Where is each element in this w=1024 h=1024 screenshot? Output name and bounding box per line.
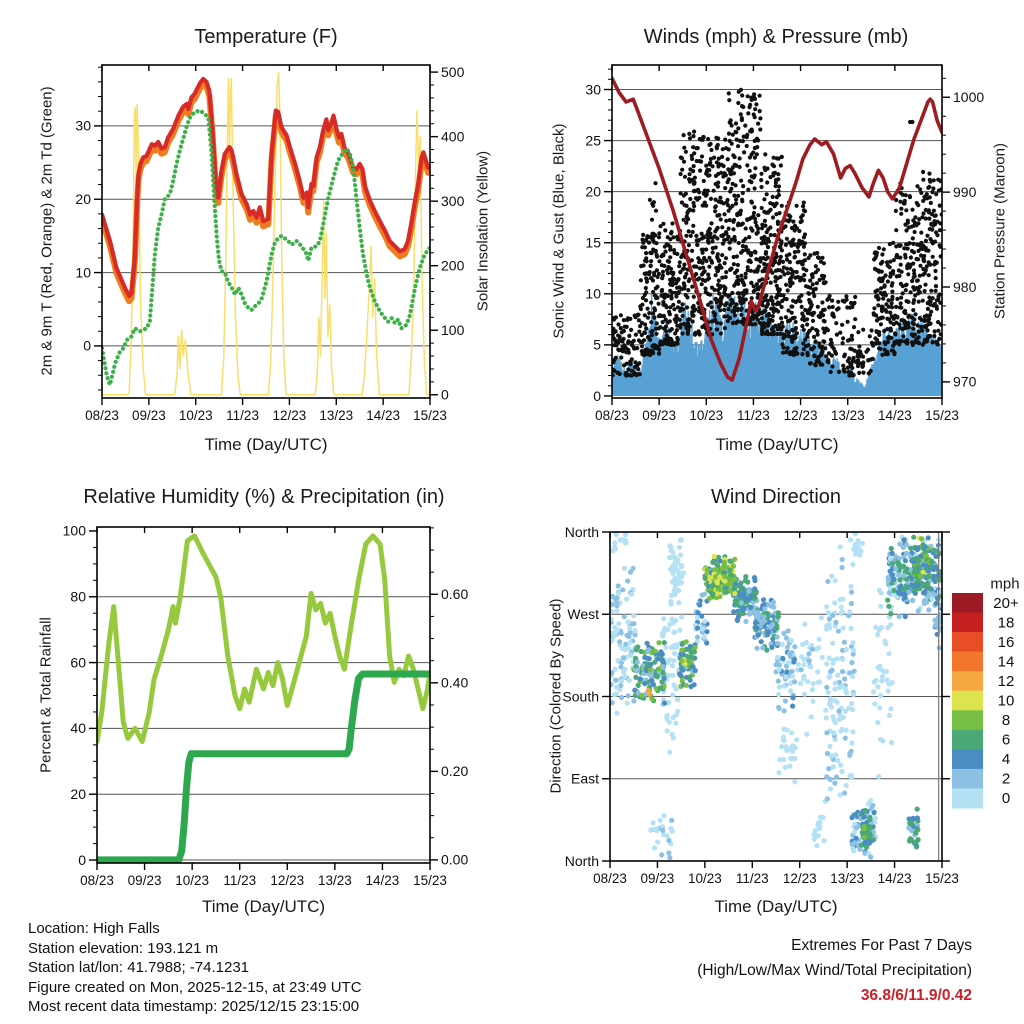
svg-text:08/23: 08/23: [85, 408, 119, 423]
colorbar-title-mph: mph: [990, 575, 1020, 593]
extremes-block: [697, 933, 972, 1008]
svg-text:12/23: 12/23: [783, 408, 818, 423]
svg-text:100: 100: [441, 322, 465, 339]
svg-text:14/23: 14/23: [366, 408, 401, 423]
footer-elevation: Station elevation: 193.121 m: [28, 939, 219, 957]
svg-text:09/23: 09/23: [131, 408, 166, 423]
svg-text:0: 0: [441, 386, 449, 403]
y-axis-label-solar-right: Solar Insolation (Yellow): [474, 150, 492, 312]
svg-text:0.20: 0.20: [441, 763, 469, 780]
svg-text:15/23: 15/23: [925, 408, 959, 423]
extremes-values: 36.8/6/11.9/0.42: [860, 987, 972, 1004]
svg-text:09/23: 09/23: [642, 408, 677, 423]
svg-text:0: 0: [1001, 790, 1011, 808]
svg-text:15/23: 15/23: [925, 871, 959, 886]
panel-title-wind-direction: Wind Direction: [710, 486, 842, 508]
svg-text:10/23: 10/23: [689, 408, 724, 423]
svg-text:20: 20: [75, 191, 91, 208]
svg-text:13/23: 13/23: [319, 408, 354, 423]
svg-text:10: 10: [585, 285, 601, 302]
svg-text:08/23: 08/23: [593, 871, 627, 886]
svg-text:20+: 20+: [993, 594, 1019, 612]
panel-winds_pressure: [585, 65, 984, 423]
svg-text:990: 990: [953, 183, 977, 200]
svg-text:80: 80: [70, 588, 86, 605]
svg-text:09/23: 09/23: [640, 871, 675, 886]
speed-colorbar: [952, 593, 1019, 809]
svg-text:12: 12: [997, 672, 1015, 690]
svg-text:North: North: [564, 852, 599, 869]
svg-text:16: 16: [997, 633, 1015, 651]
svg-text:10: 10: [75, 264, 91, 281]
y-axis-label-wind-left: Sonic Wind & Gust (Blue, Black): [550, 123, 568, 339]
svg-text:2: 2: [1001, 770, 1011, 788]
svg-text:12/23: 12/23: [270, 873, 305, 888]
footer-timestamp: Most recent data timestamp: 2025/12/15 23:15:00: [28, 998, 360, 1015]
svg-text:10: 10: [997, 692, 1015, 710]
panel-temperature: [75, 64, 464, 423]
x-axis-title-wind-direction: Time (Day/UTC): [714, 897, 838, 916]
svg-text:20: 20: [585, 183, 601, 200]
svg-text:5: 5: [593, 336, 601, 353]
svg-text:13/23: 13/23: [830, 871, 865, 886]
footer-latlon: Station lat/lon: 41.7988; -74.1231: [28, 959, 250, 976]
svg-text:25: 25: [585, 132, 601, 149]
svg-text:300: 300: [441, 192, 465, 209]
svg-text:40: 40: [70, 720, 86, 737]
y-axis-label-pressure-right: Station Pressure (Maroon): [991, 143, 1009, 319]
svg-text:15: 15: [585, 234, 601, 251]
svg-text:14/23: 14/23: [877, 408, 912, 423]
footer-created: Figure created on Mon, 2025-12-15, at 23:49 UTC: [28, 978, 362, 996]
svg-text:0.00: 0.00: [441, 851, 469, 868]
x-axis-title-winds: Time (Day/UTC): [715, 435, 839, 454]
svg-text:200: 200: [441, 257, 465, 274]
svg-text:15/23: 15/23: [413, 873, 447, 888]
x-axis-title-humidity: Time (Day/UTC): [201, 897, 326, 916]
x-axis-title-temperature: Time (Day/UTC): [204, 435, 328, 454]
svg-text:8: 8: [1001, 712, 1011, 730]
svg-text:0.40: 0.40: [441, 674, 469, 691]
svg-text:0: 0: [83, 337, 91, 354]
svg-text:14/23: 14/23: [877, 871, 912, 886]
extremes-title: Extremes For Past 7 Days: [791, 937, 972, 954]
svg-text:30: 30: [585, 81, 601, 98]
svg-text:11/23: 11/23: [735, 871, 769, 886]
svg-text:13/23: 13/23: [830, 408, 865, 423]
svg-text:0.60: 0.60: [441, 586, 469, 603]
svg-text:6: 6: [1001, 731, 1011, 749]
svg-text:13/23: 13/23: [317, 873, 352, 888]
y-axis-label-humidity-left: Percent & Total Rainfall: [37, 617, 55, 773]
svg-text:14: 14: [997, 653, 1015, 671]
svg-text:0: 0: [593, 387, 601, 404]
station-info-block: [28, 919, 362, 1017]
y-axis-label-direction-left: Direction (Colored By Speed): [547, 598, 565, 794]
svg-text:09/23: 09/23: [127, 873, 162, 888]
svg-text:0: 0: [78, 851, 86, 868]
svg-text:970: 970: [953, 373, 977, 390]
svg-text:15/23: 15/23: [413, 408, 447, 423]
svg-text:500: 500: [441, 63, 465, 80]
svg-text:12/23: 12/23: [272, 408, 307, 423]
svg-text:100: 100: [62, 522, 86, 539]
svg-text:12/23: 12/23: [782, 871, 817, 886]
svg-text:West: West: [567, 606, 599, 623]
svg-text:4: 4: [1001, 751, 1011, 769]
svg-text:South: South: [562, 688, 599, 705]
panel-title-humidity-precip: Relative Humidity (%) & Precipitation (in): [83, 486, 445, 508]
panel-title-winds-pressure: Winds (mph) & Pressure (mb): [643, 26, 909, 48]
extremes-subtitle: (High/Low/Max Wind/Total Precipitation): [697, 962, 972, 979]
svg-text:14/23: 14/23: [365, 873, 400, 888]
svg-text:20: 20: [70, 786, 86, 803]
svg-text:11/23: 11/23: [223, 873, 257, 888]
svg-text:10/23: 10/23: [175, 873, 210, 888]
svg-text:30: 30: [75, 117, 91, 134]
svg-text:11/23: 11/23: [737, 408, 770, 423]
svg-text:10/23: 10/23: [178, 408, 213, 423]
svg-text:08/23: 08/23: [595, 408, 629, 423]
svg-text:1000: 1000: [953, 89, 985, 106]
panel-wind_direction: [562, 524, 1019, 886]
footer-location: Location: High Falls: [28, 920, 160, 937]
svg-text:08/23: 08/23: [80, 873, 114, 888]
y-axis-label-temperature-left: 2m & 9m T (Red, Orange) & 2m Td (Green): [38, 86, 56, 376]
panel-humidity_precip: [63, 523, 469, 888]
svg-text:400: 400: [441, 128, 465, 145]
svg-text:North: North: [564, 523, 599, 540]
svg-text:11/23: 11/23: [226, 408, 259, 423]
svg-text:18: 18: [997, 614, 1015, 632]
svg-text:East: East: [570, 770, 599, 787]
svg-text:10/23: 10/23: [687, 871, 722, 886]
svg-text:60: 60: [70, 654, 86, 671]
panel-title-temperature: Temperature (F): [194, 26, 338, 48]
svg-text:980: 980: [953, 278, 977, 295]
